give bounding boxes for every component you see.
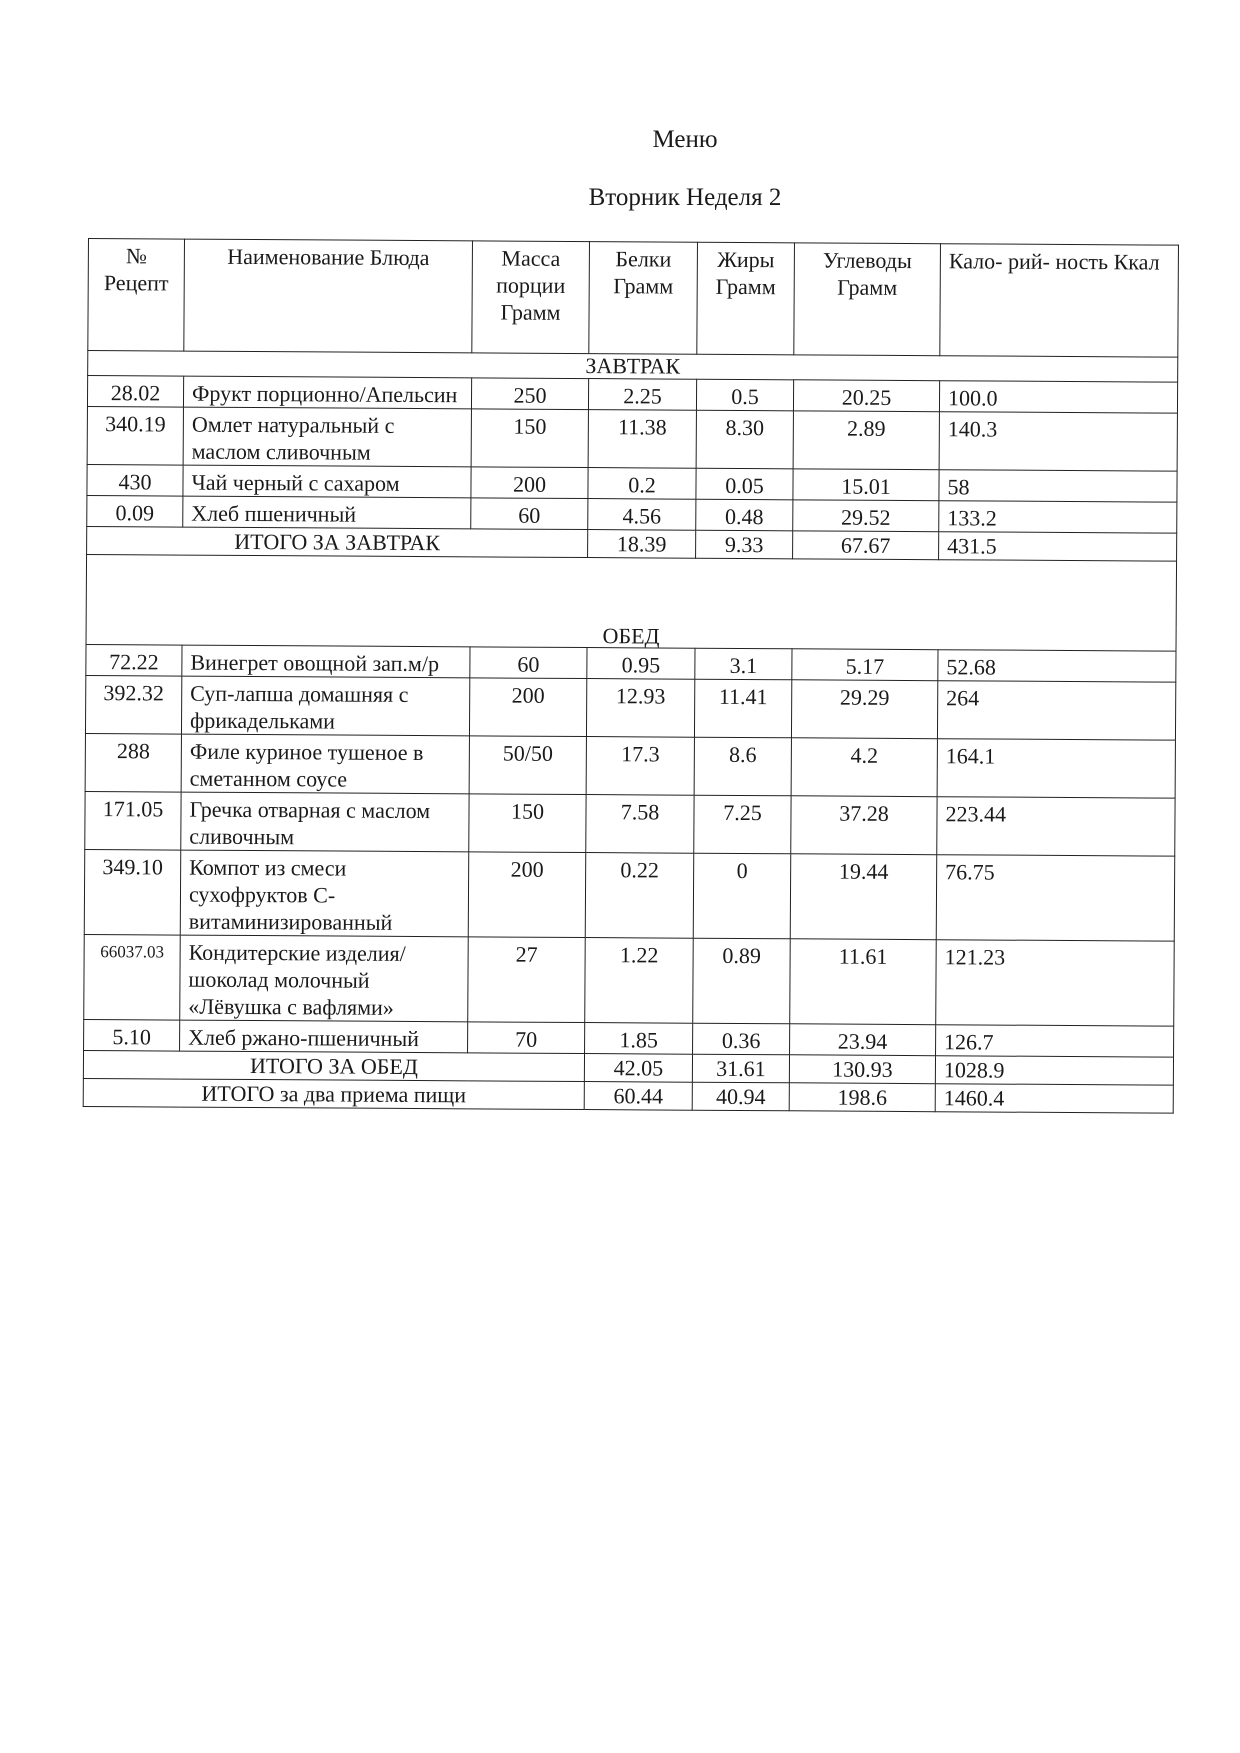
- kcal-cell: 223.44: [937, 797, 1175, 856]
- carbs-cell: 20.25: [793, 380, 939, 412]
- section-label-breakfast: ЗАВТРАК: [88, 351, 1178, 383]
- mass-cell: 70: [468, 1022, 585, 1054]
- protein-cell: 11.38: [588, 410, 696, 469]
- fat-cell: 0.5: [696, 379, 793, 411]
- carbs-cell: 11.61: [790, 939, 937, 1025]
- protein-cell: 7.58: [586, 795, 694, 854]
- mass-cell: 27: [468, 937, 586, 1023]
- fat-cell: 7.25: [694, 795, 791, 854]
- recipe-cell: 430: [87, 464, 183, 496]
- table-row: [84, 934, 1174, 1026]
- protein-cell: 18.39: [588, 530, 696, 559]
- protein-cell: 4.56: [588, 499, 696, 531]
- recipe-cell: 66037.03: [84, 934, 181, 1020]
- kcal-cell: 264: [937, 681, 1175, 740]
- table-header-row: [88, 239, 1179, 358]
- header-protein: Белки Грамм: [589, 242, 698, 355]
- protein-cell: 60.44: [584, 1082, 692, 1111]
- carbs-cell: 2.89: [793, 411, 939, 470]
- dish-name-cell: Фрукт порционно/Апельсин: [183, 376, 471, 409]
- kcal-cell: 431.5: [939, 532, 1177, 561]
- table-row: [85, 733, 1175, 798]
- carbs-cell: 198.6: [789, 1083, 935, 1112]
- kcal-cell: 58: [939, 470, 1177, 502]
- mass-cell: 150: [471, 409, 588, 468]
- carbs-cell: 29.29: [791, 680, 937, 739]
- kcal-cell: 140.3: [939, 412, 1177, 471]
- page-subtitle: Вторник Неделя 2: [588, 184, 782, 211]
- table-row: [85, 791, 1175, 856]
- recipe-cell: 0.09: [87, 495, 183, 527]
- carbs-cell: 130.93: [789, 1055, 935, 1084]
- kcal-cell: 121.23: [936, 940, 1175, 1026]
- dish-name-cell: Гречка отварная с маслом сливочным: [181, 792, 469, 852]
- total-label-cell: ИТОГО ЗА ОБЕД: [83, 1050, 584, 1081]
- dish-name-cell: Компот из смеси сухофруктов С-витаминизированный: [180, 850, 469, 937]
- mass-cell: 150: [469, 794, 586, 853]
- carbs-cell: 5.17: [792, 649, 938, 681]
- protein-cell: 12.93: [586, 679, 694, 738]
- mass-cell: 50/50: [469, 736, 586, 795]
- protein-cell: 0.2: [588, 468, 696, 500]
- section-spacer: [86, 554, 1176, 628]
- header-name: Наименование Блюда: [184, 239, 473, 353]
- page-title: Меню: [652, 126, 718, 153]
- fat-cell: 9.33: [696, 530, 793, 559]
- protein-cell: 1.22: [585, 938, 694, 1024]
- recipe-cell: 340.19: [87, 406, 183, 465]
- table-row: [87, 406, 1177, 471]
- spacer-cell: [86, 554, 1176, 628]
- fat-cell: 8.6: [694, 737, 791, 796]
- fat-cell: 0.36: [693, 1023, 790, 1055]
- protein-cell: 42.05: [584, 1054, 692, 1083]
- fat-cell: 0: [693, 853, 791, 939]
- fat-cell: 11.41: [694, 679, 791, 738]
- fat-cell: 0.89: [693, 938, 791, 1024]
- kcal-cell: 76.75: [936, 855, 1175, 941]
- carbs-cell: 29.52: [793, 500, 939, 532]
- protein-cell: 2.25: [588, 379, 696, 411]
- header-mass: Масса порции Грамм: [472, 241, 590, 354]
- kcal-cell: 1028.9: [935, 1056, 1173, 1085]
- dish-name-cell: Филе куриное тушеное в сметанном соусе: [181, 734, 469, 794]
- recipe-cell: 392.32: [85, 675, 181, 734]
- dish-name-cell: Чай черный с сахаром: [183, 465, 471, 498]
- dish-name-cell: Кондитерские изделия/ шоколад молочный «Лёвушка с вафлями»: [180, 935, 469, 1022]
- mass-cell: 200: [471, 467, 588, 499]
- protein-cell: 0.22: [585, 853, 694, 939]
- dish-name-cell: Хлеб пшеничный: [183, 496, 471, 529]
- header-carbs: Углеводы Грамм: [794, 243, 941, 356]
- kcal-cell: 133.2: [939, 501, 1177, 533]
- carbs-cell: 15.01: [793, 469, 939, 501]
- recipe-cell: 72.22: [86, 644, 182, 676]
- carbs-cell: 37.28: [791, 796, 937, 855]
- recipe-cell: 28.02: [87, 376, 183, 408]
- mass-cell: 200: [469, 678, 586, 737]
- mass-cell: 60: [470, 647, 587, 679]
- carbs-cell: 23.94: [790, 1024, 936, 1056]
- dish-name-cell: Хлеб ржано-пшеничный: [180, 1020, 468, 1053]
- recipe-cell: 171.05: [85, 791, 181, 850]
- table-row: [84, 849, 1174, 941]
- fat-cell: 0.48: [696, 499, 793, 531]
- header-fat: Жиры Грамм: [697, 242, 795, 355]
- protein-cell: 1.85: [585, 1023, 693, 1055]
- kcal-cell: 126.7: [936, 1025, 1174, 1057]
- recipe-cell: 349.10: [84, 849, 181, 935]
- carbs-cell: 19.44: [790, 854, 937, 940]
- carbs-cell: 4.2: [791, 738, 937, 797]
- grand-total-row: [83, 1078, 1173, 1113]
- kcal-cell: 100.0: [939, 381, 1177, 413]
- fat-cell: 31.61: [692, 1054, 789, 1083]
- fat-cell: 0.05: [696, 468, 793, 500]
- fat-cell: 3.1: [695, 648, 792, 680]
- mass-cell: 60: [471, 498, 588, 530]
- protein-cell: 0.95: [587, 648, 695, 680]
- recipe-cell: 5.10: [84, 1019, 180, 1051]
- total-label-cell: ИТОГО ЗА ЗАВТРАК: [87, 526, 588, 557]
- mass-cell: 250: [471, 378, 588, 410]
- kcal-cell: 1460.4: [935, 1084, 1173, 1113]
- kcal-cell: 164.1: [937, 739, 1175, 798]
- dish-name-cell: Винегрет овощной зап.м/р: [182, 645, 470, 678]
- mass-cell: 200: [468, 852, 586, 938]
- table-row: [85, 675, 1175, 740]
- protein-cell: 17.3: [586, 737, 694, 796]
- dish-name-cell: Омлет натуральный с маслом сливочным: [183, 407, 471, 467]
- kcal-cell: 52.68: [938, 650, 1176, 682]
- recipe-cell: 288: [85, 733, 181, 792]
- fat-cell: 40.94: [692, 1082, 789, 1111]
- carbs-cell: 67.67: [793, 531, 939, 560]
- menu-table: [83, 238, 1179, 1114]
- fat-cell: 8.30: [696, 410, 793, 469]
- header-recipe-no: № Рецепт: [88, 239, 185, 352]
- total-label-cell: ИТОГО за два приема пищи: [83, 1078, 584, 1109]
- dish-name-cell: Суп-лапша домашняя с фрикадельками: [181, 676, 469, 736]
- section-label-lunch: ОБЕД: [86, 622, 1176, 651]
- header-kcal: Кало- рий- ность Ккал: [940, 244, 1179, 357]
